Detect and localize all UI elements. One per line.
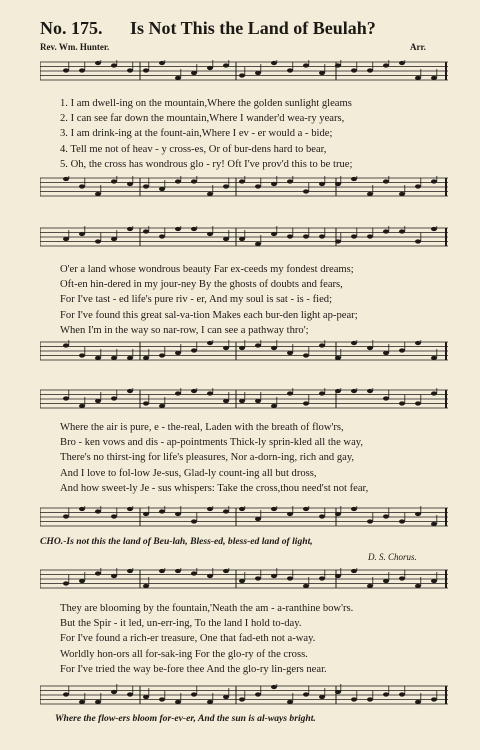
note-head [175, 227, 181, 231]
hymn-header [40, 18, 450, 40]
note-head [319, 391, 325, 395]
note-head [431, 179, 437, 183]
note-head [223, 695, 229, 699]
lyric-line: For I've tast - ed life's pure riv - er, And my soul is sat - is - fied; [60, 294, 333, 306]
note-head [351, 569, 357, 573]
note-head [351, 389, 357, 393]
note-head [207, 232, 213, 236]
staff-graphic [40, 60, 448, 84]
bass-staff [40, 176, 448, 196]
note-head [191, 348, 197, 352]
note-head [159, 697, 165, 701]
note-head [271, 574, 277, 578]
note-head [383, 579, 389, 583]
note-head [335, 574, 341, 578]
lyric-line: But the Spir - it led, un-err-ing, To the land I hold to-day. [60, 618, 302, 630]
lyric-line: 5. Oh, the cross has wondrous glo - ry! Oft I've prov'd this to be true; [60, 158, 353, 170]
staff-graphic [40, 340, 448, 364]
note-head [415, 76, 421, 80]
note-head [175, 179, 181, 183]
chorus-line: CHO.-Is not this the land of Beu-lah, Bless-ed, bless-ed land of light, [40, 536, 313, 547]
note-head [239, 399, 245, 403]
note-head [335, 356, 341, 360]
note-head [127, 507, 133, 511]
staff-graphic [40, 226, 448, 250]
note-head [239, 237, 245, 241]
lyrics-block-1 [60, 96, 460, 172]
note-head [383, 229, 389, 233]
note-head [111, 179, 117, 183]
note-head [415, 700, 421, 704]
note-head [63, 692, 69, 696]
note-head [351, 341, 357, 345]
note-head [79, 68, 85, 72]
lyric-line: There's no thirst-ing for life's pleasures, Nor a-dorn-ing, rich and gay, [60, 452, 355, 464]
note-head [207, 66, 213, 70]
lyric-line: 1. I am dwell-ing on the mountain,Where the golden sunlight gleams [60, 98, 352, 109]
note-head [255, 71, 261, 75]
hymn-author: Rev. Wm. Hunter. [40, 42, 110, 52]
note-head [367, 192, 373, 196]
note-head [303, 692, 309, 696]
note-head [191, 227, 197, 231]
note-head [255, 242, 261, 246]
note-head [127, 389, 133, 393]
note-head [127, 356, 133, 360]
note-head [191, 71, 197, 75]
note-head [111, 396, 117, 400]
note-head [111, 63, 117, 67]
hymn-title: Is Not This the Land of Beulah? [130, 18, 376, 38]
note-head [335, 512, 341, 516]
note-head [191, 571, 197, 575]
note-head [431, 579, 437, 583]
note-head [319, 182, 325, 186]
note-head [399, 692, 405, 696]
note-head [319, 576, 325, 580]
note-head [431, 391, 437, 395]
note-head [255, 343, 261, 347]
note-head [207, 341, 213, 345]
note-head [415, 512, 421, 516]
note-head [143, 512, 149, 516]
note-head [255, 184, 261, 188]
note-head [287, 234, 293, 238]
note-head [143, 229, 149, 233]
bass-staff [40, 506, 448, 526]
note-head [79, 507, 85, 511]
note-head [367, 68, 373, 72]
note-head [95, 356, 101, 360]
note-head [399, 348, 405, 352]
note-head [111, 514, 117, 518]
note-head [303, 353, 309, 357]
note-head [159, 234, 165, 238]
note-head [255, 692, 261, 696]
note-head [383, 179, 389, 183]
lyric-line: 2. I can see far down the mountain,Where I wander'd wea-ry years, [60, 113, 345, 125]
note-head [175, 569, 181, 573]
note-head [63, 514, 69, 518]
note-head [63, 177, 69, 181]
note-head [143, 184, 149, 188]
note-head [175, 76, 181, 80]
note-head [207, 574, 213, 578]
note-head [79, 579, 85, 583]
note-head [399, 576, 405, 580]
note-head [351, 234, 357, 238]
note-head [111, 690, 117, 694]
note-head [223, 346, 229, 350]
note-head [383, 692, 389, 696]
note-head [143, 695, 149, 699]
note-head [191, 179, 197, 183]
note-head [287, 576, 293, 580]
note-head [351, 68, 357, 72]
note-head [351, 177, 357, 181]
note-head [79, 232, 85, 236]
hymn-arranger: Arr. [410, 42, 426, 52]
lyric-line: They are blooming by the fountain,'Neath the am - a-ranthine bow'rs. [60, 603, 354, 614]
note-head [191, 692, 197, 696]
lyric-line: For I've found a rich-er treasure, One that fad-eth not a-way. [60, 633, 316, 645]
note-head [95, 399, 101, 403]
lyrics-block-4 [60, 601, 460, 677]
note-head [159, 404, 165, 408]
bass-staff [40, 340, 448, 360]
note-head [303, 584, 309, 588]
note-head [383, 63, 389, 67]
note-head [223, 569, 229, 573]
note-head [159, 187, 165, 191]
note-head [223, 509, 229, 513]
note-head [367, 389, 373, 393]
note-head [271, 346, 277, 350]
note-head [95, 192, 101, 196]
note-head [255, 576, 261, 580]
note-head [431, 697, 437, 701]
note-head [175, 700, 181, 704]
note-head [239, 179, 245, 183]
note-head [111, 237, 117, 241]
note-head [335, 182, 341, 186]
note-head [431, 227, 437, 231]
lyric-line: Oft-en hin-dered in my jour-ney By the ghosts of doubts and fears, [60, 279, 343, 291]
note-head [399, 401, 405, 405]
note-head [383, 351, 389, 355]
note-head [239, 73, 245, 77]
note-head [175, 391, 181, 395]
note-head [143, 401, 149, 405]
staff-graphic [40, 568, 448, 592]
note-head [127, 68, 133, 72]
note-head [191, 389, 197, 393]
note-head [351, 507, 357, 511]
lyric-line: Bro - ken vows and dis - ap-pointments Thick-ly sprin-kled all the way, [60, 437, 364, 449]
lyric-line: O'er a land whose wondrous beauty Far ex-ceeds my fondest dreams; [60, 264, 354, 275]
lyric-line: Worldly hon-ors all for-sak-ing For the glo-ry of the cross. [60, 648, 308, 660]
bass-staff [40, 684, 448, 704]
note-head [303, 63, 309, 67]
note-head [303, 401, 309, 405]
note-head [431, 356, 437, 360]
ending-line: Where the flow-ers bloom for-ev-er, And the sun is al-ways bright. [55, 713, 316, 724]
note-head [255, 399, 261, 403]
hymn-number: No. 175. [40, 18, 103, 38]
note-head [95, 700, 101, 704]
note-head [431, 522, 437, 526]
note-head [127, 182, 133, 186]
note-head [399, 192, 405, 196]
note-head [127, 227, 133, 231]
note-head [271, 232, 277, 236]
treble-staff [40, 568, 448, 588]
note-head [63, 343, 69, 347]
note-head [223, 399, 229, 403]
note-head [79, 700, 85, 704]
note-head [239, 507, 245, 511]
note-head [383, 514, 389, 518]
staff-graphic [40, 176, 448, 200]
note-head [415, 341, 421, 345]
treble-staff [40, 60, 448, 80]
note-head [431, 76, 437, 80]
note-head [287, 512, 293, 516]
lyrics-block-3 [60, 420, 460, 496]
note-head [271, 685, 277, 689]
lyric-line: Where the air is pure, e - the-real, Laden with the breath of flow'rs, [60, 422, 344, 433]
note-head [143, 356, 149, 360]
note-head [239, 346, 245, 350]
note-head [111, 356, 117, 360]
staff-graphic [40, 388, 448, 412]
note-head [255, 517, 261, 521]
note-head [159, 509, 165, 513]
note-head [335, 63, 341, 67]
note-head [415, 239, 421, 243]
lyrics-block-2 [60, 262, 460, 338]
note-head [127, 692, 133, 696]
note-head [143, 584, 149, 588]
treble-staff [40, 226, 448, 246]
note-head [127, 569, 133, 573]
note-head [223, 237, 229, 241]
note-head [287, 179, 293, 183]
note-head [271, 404, 277, 408]
note-head [335, 389, 341, 393]
note-head [319, 514, 325, 518]
note-head [159, 353, 165, 357]
treble-staff [40, 388, 448, 408]
lyric-line: For I've tried the way be-fore thee And the glo-ry lin-gers near. [60, 663, 327, 675]
note-head [207, 391, 213, 395]
note-head [95, 509, 101, 513]
note-head [159, 61, 165, 65]
note-head [95, 61, 101, 65]
note-head [367, 697, 373, 701]
lyric-line: 4. Tell me not of heav - y cross-es, Or of bur-dens hard to bear, [60, 143, 327, 155]
note-head [191, 519, 197, 523]
note-head [415, 401, 421, 405]
note-head [207, 507, 213, 511]
note-head [175, 351, 181, 355]
note-head [367, 234, 373, 238]
note-head [399, 229, 405, 233]
note-head [63, 396, 69, 400]
lyric-line: And I love to fol-low Je-sus, Glad-ly count-ing all but dross, [60, 467, 317, 479]
note-head [287, 68, 293, 72]
staff-graphic [40, 684, 448, 708]
note-head [223, 63, 229, 67]
note-head [223, 184, 229, 188]
note-head [383, 396, 389, 400]
note-head [415, 584, 421, 588]
note-head [79, 353, 85, 357]
note-head [271, 507, 277, 511]
note-head [319, 343, 325, 347]
note-head [303, 507, 309, 511]
note-head [287, 700, 293, 704]
note-head [303, 189, 309, 193]
note-head [175, 512, 181, 516]
note-head [79, 404, 85, 408]
note-head [351, 697, 357, 701]
note-head [415, 184, 421, 188]
note-head [143, 68, 149, 72]
note-head [303, 234, 309, 238]
note-head [63, 581, 69, 585]
note-head [319, 695, 325, 699]
note-head [367, 519, 373, 523]
note-head [335, 690, 341, 694]
note-head [79, 184, 85, 188]
staff-graphic [40, 506, 448, 530]
note-head [63, 237, 69, 241]
note-head [159, 569, 165, 573]
note-head [319, 234, 325, 238]
note-head [399, 61, 405, 65]
note-head [239, 697, 245, 701]
lyric-line: When I'm in the way so nar-row, I can see a pathway thro'; [60, 324, 309, 336]
note-head [239, 579, 245, 583]
note-head [207, 192, 213, 196]
note-head [399, 519, 405, 523]
note-head [95, 239, 101, 243]
note-head [271, 61, 277, 65]
note-head [287, 351, 293, 355]
note-head [207, 700, 213, 704]
lyric-line: And how sweet-ly Je - sus whispers: Take the cross,thou need'st not fear, [60, 482, 369, 494]
note-head [287, 391, 293, 395]
note-head [111, 574, 117, 578]
note-head [367, 346, 373, 350]
note-head [63, 68, 69, 72]
lyric-line: For I've found this great sal-va-tion Makes each bur-den light ap-pear; [60, 309, 358, 321]
note-head [271, 182, 277, 186]
note-head [319, 71, 325, 75]
note-head [95, 571, 101, 575]
ds-chorus-mark: D. S. Chorus. [368, 552, 417, 562]
note-head [335, 239, 341, 243]
note-head [367, 584, 373, 588]
lyric-line: 3. I am drink-ing at the fount-ain,Where I ev - er would a - bide; [60, 128, 333, 140]
